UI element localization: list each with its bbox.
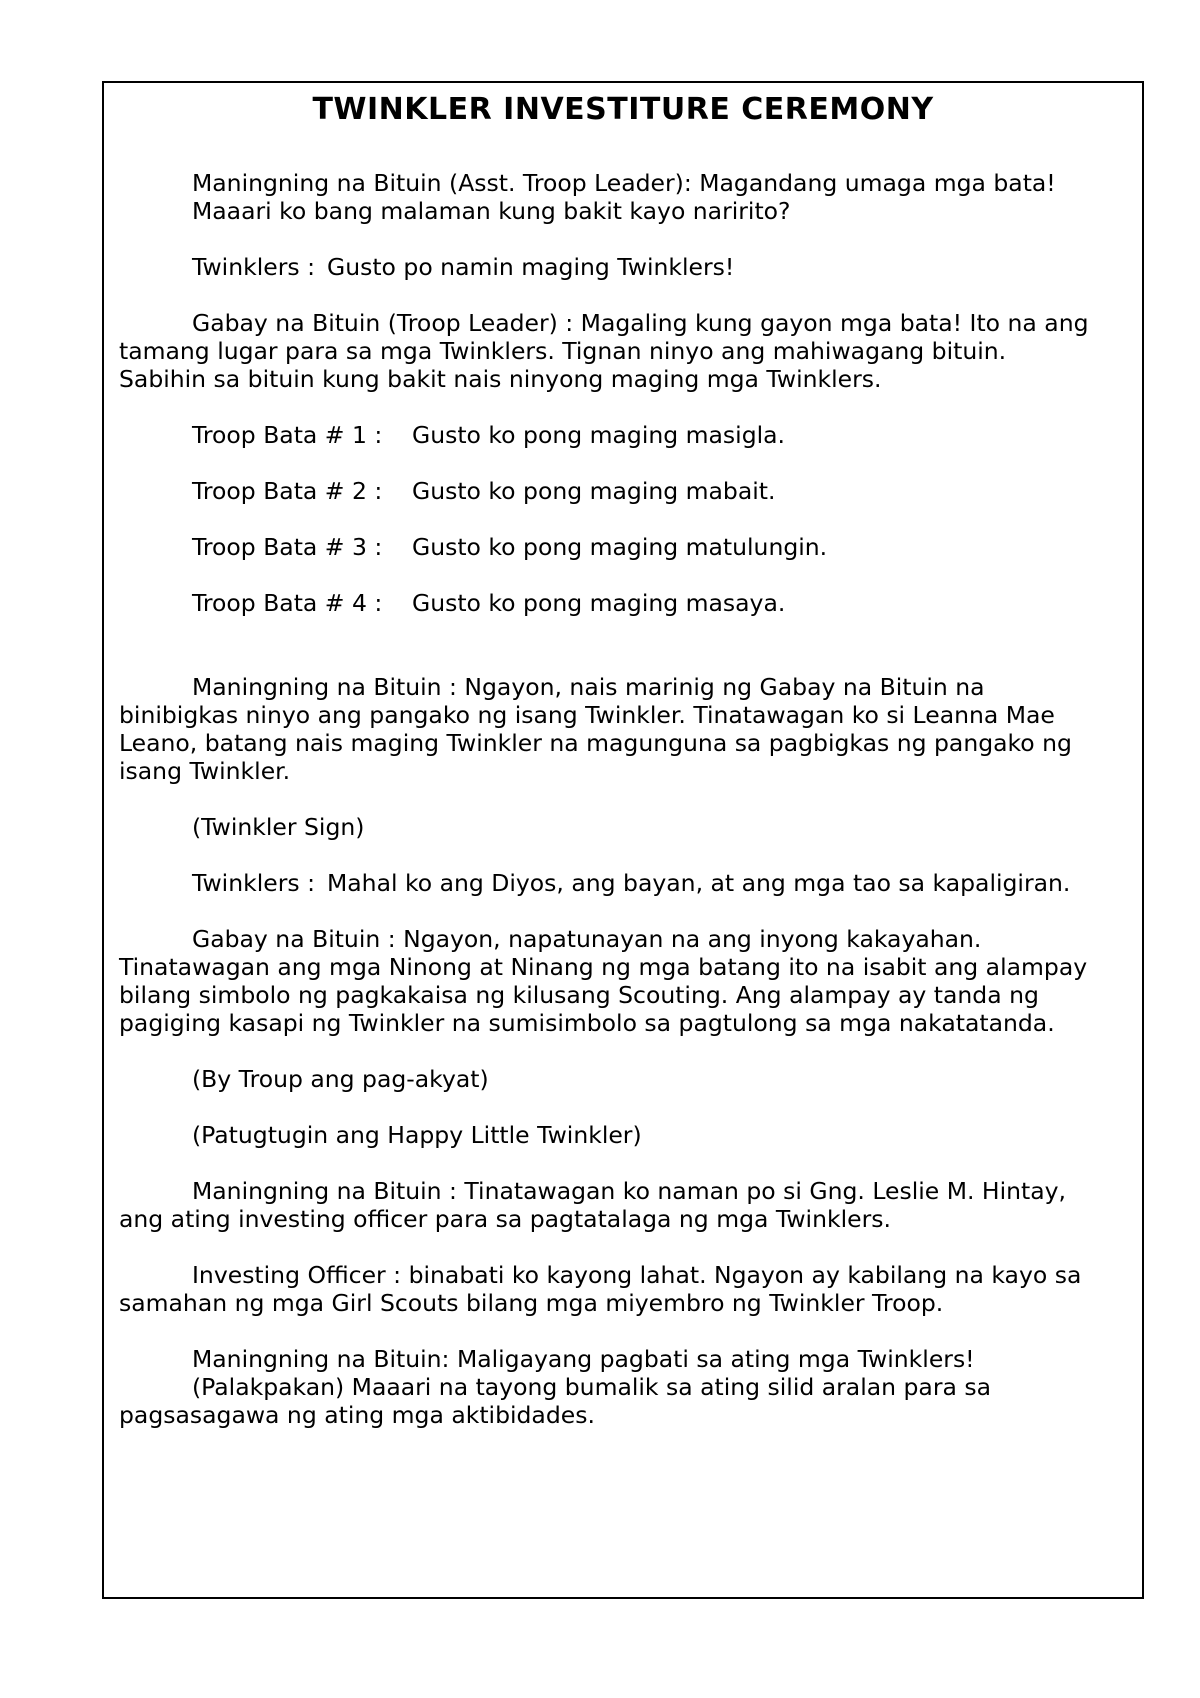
text-line: Investing Officer : binabati ko kayong lahat. Ngayon ay kabilang na kayo sa [192, 1261, 1082, 1289]
dialogue-text: Gusto po namin maging Twinklers! [327, 253, 735, 281]
dialogue-twinklers-response [192, 253, 1129, 281]
text-line: Leano, batang nais maging Twinkler na magunguna sa pagbigkas ng pangako ng [119, 729, 1072, 757]
document-body [119, 169, 1129, 1457]
dialogue-troop-bata-2 [192, 477, 1129, 505]
paragraph-opening [119, 169, 1129, 225]
text-line: binibigkas ninyo ang pangako ng isang Twinkler. Tinatawagan ko si Leanna Mae [119, 701, 1055, 729]
paragraph-alampay [119, 925, 1129, 1037]
text-line: Maningning na Bituin : Tinatawagan ko naman po si Gng. Leslie M. Hintay, [192, 1177, 1066, 1205]
paragraph-closing [119, 1345, 1129, 1429]
dialogue-text: Mahal ko ang Diyos, ang bayan, at ang mga tao sa kapaligiran. [327, 869, 1071, 897]
stage-direction-music [119, 1121, 1129, 1149]
text-line: (Patugtugin ang Happy Little Twinkler) [192, 1121, 642, 1149]
speaker-label: Troop Bata # 2 : [192, 477, 383, 505]
text-line: bilang simbolo ng pagkakaisa ng kilusang Scouting. Ang alampay ay tanda ng [119, 981, 1039, 1009]
dialogue-text: Gusto ko pong maging masaya. [412, 589, 786, 617]
dialogue-troop-bata-1 [192, 421, 1129, 449]
speaker-label: Troop Bata # 4 : [192, 589, 383, 617]
speaker-label: Troop Bata # 3 : [192, 533, 383, 561]
text-line: ang ating investing officer para sa pagtatalaga ng mga Twinklers. [119, 1205, 891, 1233]
speaker-label: Twinklers : [192, 869, 315, 897]
paragraph-investing-officer-call [119, 1177, 1129, 1233]
dialogue-troop-bata-4 [192, 589, 1129, 617]
dialogue-text: Gusto ko pong maging matulungin. [412, 533, 828, 561]
text-line: (Palakpakan) Maaari na tayong bumalik sa ating silid aralan para sa [192, 1373, 991, 1401]
speaker-label: Twinklers : [192, 253, 315, 281]
text-line: pagiging kasapi ng Twinkler na sumisimbolo sa pagtulong sa mga nakatatanda. [119, 1009, 1055, 1037]
paragraph-pangako-call [119, 673, 1129, 785]
text-line: isang Twinkler. [119, 757, 291, 785]
text-line: Maningning na Bituin: Maligayang pagbati sa ating mga Twinklers! [192, 1345, 975, 1373]
text-line: samahan ng mga Girl Scouts bilang mga miyembro ng Twinkler Troop. [119, 1289, 944, 1317]
text-line: (Twinkler Sign) [192, 813, 365, 841]
text-line: Tinatawagan ang mga Ninong at Ninang ng mga batang ito na isabit ang alampay [119, 953, 1088, 981]
dialogue-text: Gusto ko pong maging masigla. [412, 421, 786, 449]
text-line: Maaari ko bang malaman kung bakit kayo naririto? [192, 197, 791, 225]
document-title: TWINKLER INVESTITURE CEREMONY [312, 92, 934, 127]
paragraph-investing-officer-speech [119, 1261, 1129, 1317]
stage-direction-pag-akyat [119, 1065, 1129, 1093]
text-line: tamang lugar para sa mga Twinklers. Tignan ninyo ang mahiwagang bituin. [119, 337, 1007, 365]
text-line: (By Troup ang pag-akyat) [192, 1065, 489, 1093]
text-line: Sabihin sa bituin kung bakit nais ninyong maging mga Twinklers. [119, 365, 882, 393]
document-border [102, 81, 1144, 1599]
dialogue-troop-bata-3 [192, 533, 1129, 561]
speaker-label: Troop Bata # 1 : [192, 421, 383, 449]
text-line: pagsasagawa ng ating mga aktibidades. [119, 1401, 595, 1429]
text-line: Maningning na Bituin : Ngayon, nais marinig ng Gabay na Bituin na [192, 673, 985, 701]
spacer [119, 645, 1129, 673]
paragraph-troop-leader [119, 309, 1129, 393]
dialogue-twinklers-pledge [192, 869, 1129, 897]
dialogue-text: Gusto ko pong maging mabait. [412, 477, 776, 505]
stage-direction-twinkler-sign [119, 813, 1129, 841]
text-line: Gabay na Bituin (Troop Leader) : Magaling kung gayon mga bata! Ito na ang [192, 309, 1089, 337]
text-line: Maningning na Bituin (Asst. Troop Leader): Magandang umaga mga bata! [192, 169, 1056, 197]
text-line: Gabay na Bituin : Ngayon, napatunayan na ang inyong kakayahan. [192, 925, 982, 953]
